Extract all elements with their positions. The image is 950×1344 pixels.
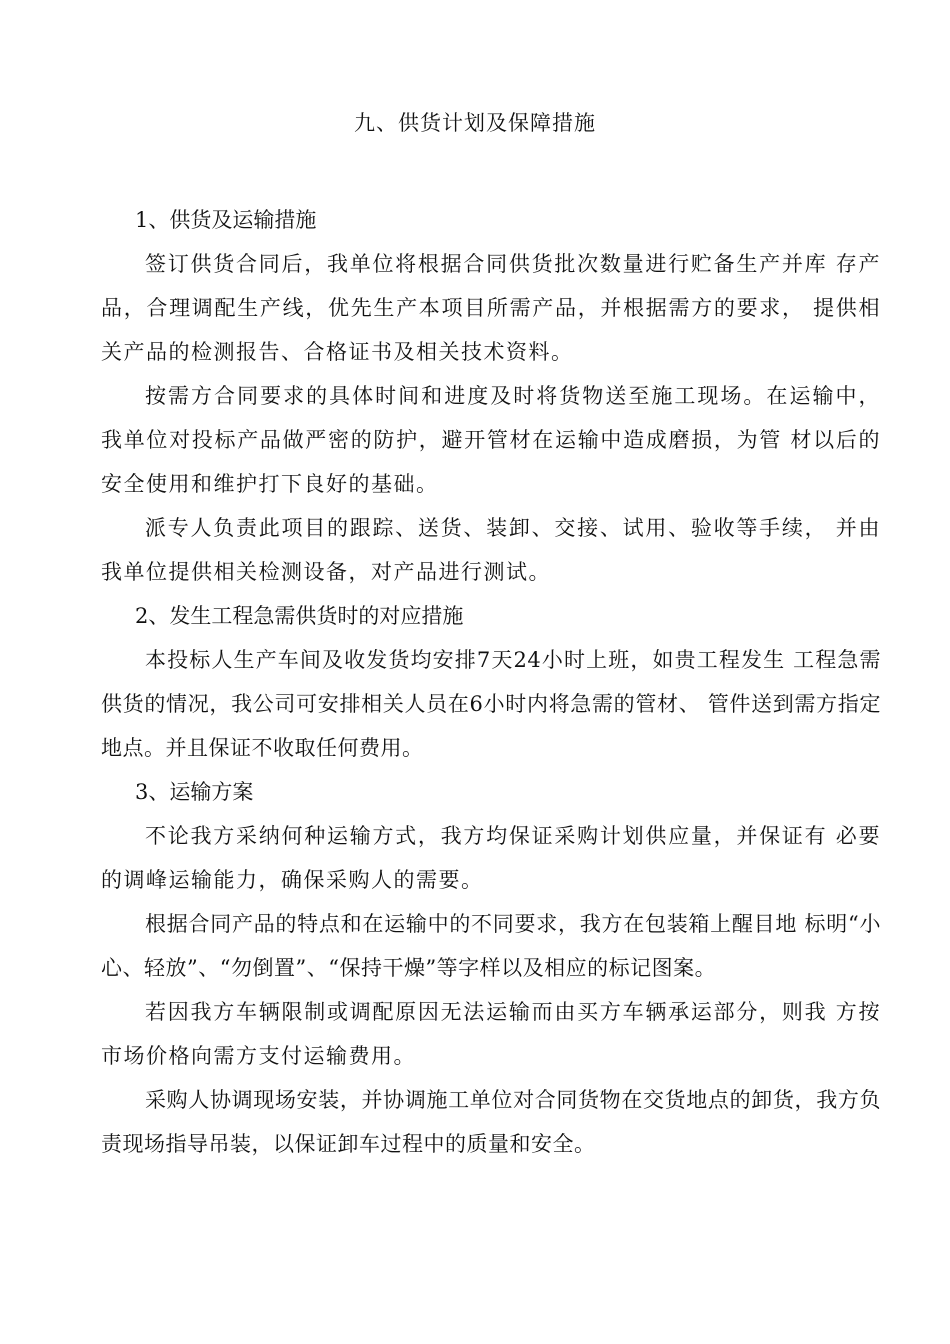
paragraph: 签订供货合同后，我单位将根据合同供货批次数量进行贮备生产并库 存产品，合理调配生产线，优先生产本项目所需产品，并根据需方的要求， 提供相关产品的检测报告、合格证书及相关技术资料。 bbox=[101, 252, 881, 364]
section-heading: 2、发生工程急需供货时的对应措施 bbox=[135, 604, 464, 628]
paragraph: 不论我方采纳何种运输方式，我方均保证采购计划供应量，并保证有 必要的调峰运输能力，确保采购人的需要。 bbox=[101, 824, 881, 892]
document-body bbox=[101, 198, 881, 1166]
section-urgent-supply bbox=[101, 594, 881, 770]
paragraph: 若因我方车辆限制或调配原因无法运输而由买方车辆承运部分，则我 方按市场价格向需方支付运输费用。 bbox=[101, 1000, 881, 1068]
section-supply-transport bbox=[101, 198, 881, 594]
paragraph: 本投标人生产车间及收发货均安排7天24小时上班，如贵工程发生 工程急需供货的情况，我公司可安排相关人员在6小时内将急需的管材、 管件送到需方指定地点。并且保证不收取任何费用。 bbox=[101, 648, 881, 760]
section-heading: 1、供货及运输措施 bbox=[135, 208, 317, 232]
section-transport-plan bbox=[101, 770, 881, 1166]
paragraph: 根据合同产品的特点和在运输中的不同要求，我方在包装箱上醒目地 标明“小心、轻放”、“勿倒置”、“保持干燥”等字样以及相应的标记图案。 bbox=[101, 912, 881, 980]
paragraph: 派专人负责此项目的跟踪、送货、装卸、交接、试用、验收等手续， 并由我单位提供相关检测设备，对产品进行测试。 bbox=[101, 516, 881, 584]
paragraph: 采购人协调现场安装，并协调施工单位对合同货物在交货地点的卸货，我方负责现场指导吊装，以保证卸车过程中的质量和安全。 bbox=[101, 1088, 881, 1156]
document-title: 九、供货计划及保障措施 bbox=[354, 111, 596, 135]
section-heading: 3、运输方案 bbox=[135, 780, 254, 804]
paragraph: 按需方合同要求的具体时间和进度及时将货物送至施工现场。在运输中，我单位对投标产品做严密的防护，避开管材在运输中造成磨损，为管 材以后的安全使用和维护打下良好的基础。 bbox=[101, 384, 881, 496]
